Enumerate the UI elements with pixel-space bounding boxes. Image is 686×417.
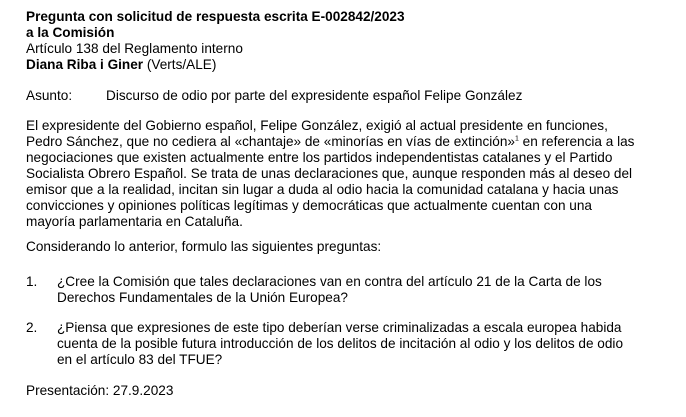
author-name: Diana Riba i Giner [26,57,144,72]
body-line: Pedro Sánchez, que no cediera al «chantaje» de «minorías en vías de extinción»$^1$ en referencia a las [26,134,635,149]
subject-text: Discurso de odio por parte del expresidente español Felipe González [106,88,523,103]
body-line: emisor que a la realidad, incitan sin lugar a duda al odio hacia la comunidad catalana y hacia unas [26,182,619,197]
political-group: (Verts/ALE) [146,57,217,72]
question-text: ¿Cree la Comisión que tales declaraciones van en contra del artículo 21 de la Carta de los Derechos Fundamentales de la Unión Europea? [57,274,602,305]
rule-article: Artículo 138 del Reglamento interno [26,41,243,56]
author-line [26,57,405,73]
body-line: El expresidente del Gobierno español, Felipe González, exigió al actual presidente en funciones, [26,118,608,133]
body-line: convicciones y opiniones políticas legítimas y democráticas que actualmente cuentan con una [26,198,592,213]
question-number: 1. [26,274,38,289]
considering-line: Considerando lo anterior, formulo las siguientes preguntas: [26,239,382,254]
question-text: ¿Piensa que expresiones de este tipo deberían verse criminalizadas a escala europea habida cuenta de la posible futura introducción de los delitos de incitación al odio y los delitos de odio en el artículo 83 del TFUE? [57,320,624,367]
body-line: Socialista Obrero Español. Se trata de unas declaraciones que, aunque responden más al deseo del [26,166,633,181]
subject-label: Asunto: [26,88,73,103]
body-line: negociaciones que existen actualmente entre los partidos independentistas catalanes y el Partido [26,150,613,165]
question-number: 2. [26,320,38,335]
question-title: Pregunta con solicitud de respuesta escrita E-002842/2023 [26,9,405,24]
body-line: mayoría parlamentaria en Cataluña. [26,214,243,229]
presentation-date: Presentación: 27.9.2023 [26,383,174,398]
addressee: a la Comisión [26,25,115,40]
footnote-mark: 1 [514,135,519,143]
body-paragraph [26,118,666,230]
subject-line [26,88,522,104]
document-header [26,9,405,73]
